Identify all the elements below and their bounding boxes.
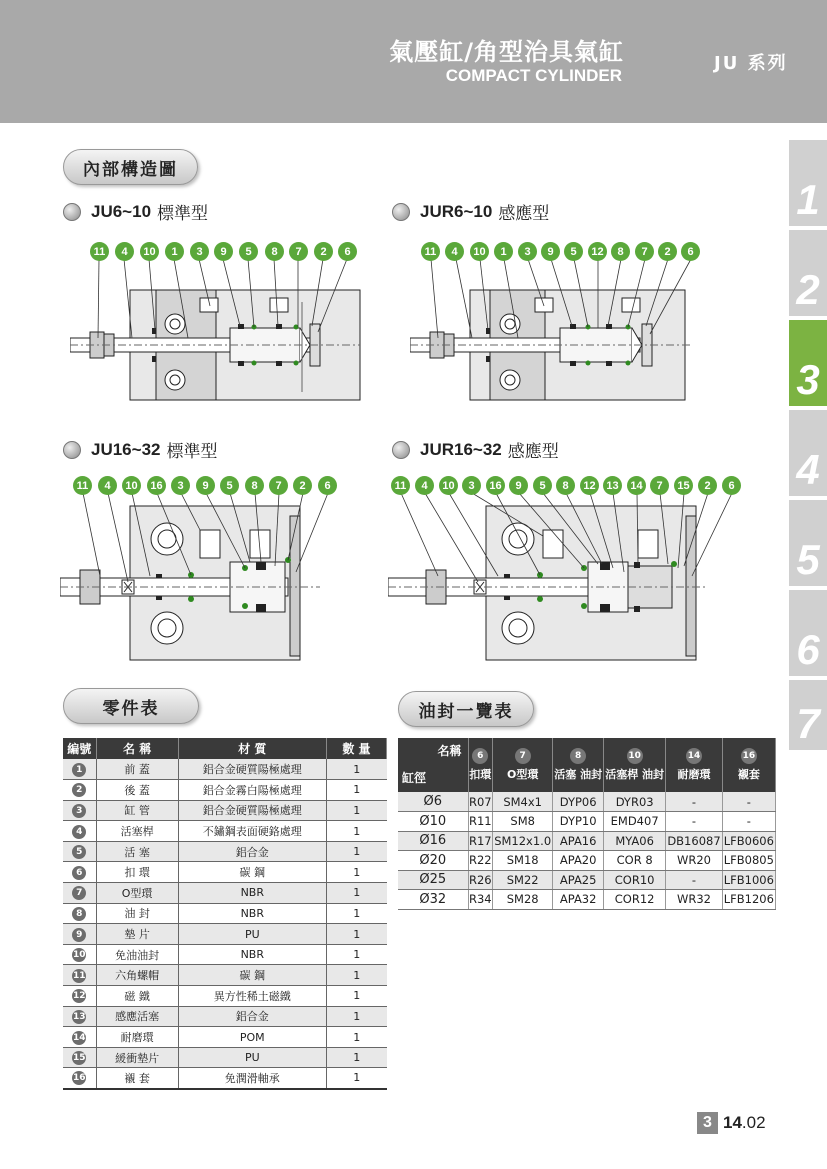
part-qty-cell: 1	[326, 862, 386, 883]
callout-badge: 16	[147, 476, 166, 495]
part-number-cell	[63, 1006, 96, 1027]
corner-cell	[398, 738, 468, 792]
seal-cell: -	[666, 870, 722, 890]
part-number: 12	[73, 991, 86, 1002]
model-type: 標準型	[166, 442, 218, 462]
column-label: O型環	[506, 768, 539, 781]
part-number: 14	[73, 1032, 86, 1043]
seal-cell: DB16087	[666, 831, 722, 851]
table-row	[398, 851, 776, 871]
seal-cell: R07	[468, 792, 493, 812]
part-material-cell: NBR	[178, 883, 326, 904]
col-header-no: 編號	[63, 738, 96, 759]
callout-badge: 15	[674, 476, 693, 495]
part-name-cell: 活 塞	[96, 841, 178, 862]
part-material-cell: 異方性稀土磁鐵	[178, 986, 326, 1007]
side-tab-3[interactable]: 3	[789, 320, 827, 406]
callout-badge: 10	[470, 242, 489, 261]
parts-body	[63, 759, 387, 1089]
diagram-heading-ju16	[63, 437, 217, 462]
part-number-cell	[63, 862, 96, 883]
bore-cell: Ø32	[398, 890, 468, 910]
table-row	[63, 986, 387, 1007]
diagram-heading-ju6	[63, 199, 208, 224]
part-qty-cell: 1	[326, 944, 386, 965]
part-number-cell	[63, 944, 96, 965]
column-number: 16	[741, 748, 757, 764]
seal-cell: R11	[468, 812, 493, 832]
seal-cell: LFB0606	[722, 831, 775, 851]
part-number: 10	[73, 950, 86, 961]
part-material-cell: 碳 鋼	[178, 965, 326, 986]
callout-badge: 4	[445, 242, 464, 261]
model-type: 標準型	[157, 204, 209, 224]
callout-badge: 10	[140, 242, 159, 261]
callout-badge: 11	[90, 242, 109, 261]
part-number: 5	[72, 845, 86, 859]
cylinder-drawing	[60, 476, 350, 666]
seal-cell: DYP06	[553, 792, 604, 812]
seal-col-header	[604, 738, 666, 792]
callout-badge: 7	[650, 476, 669, 495]
part-number-cell	[63, 883, 96, 904]
part-number: 8	[72, 907, 86, 921]
bore-cell: Ø16	[398, 831, 468, 851]
seal-cell: WR20	[666, 851, 722, 871]
part-material-cell: 鋁合金硬質陽極處理	[178, 800, 326, 821]
seal-col-header	[493, 738, 553, 792]
part-name-cell: 感應活塞	[96, 1006, 178, 1027]
side-tab-7[interactable]: 7	[789, 680, 827, 750]
part-name-cell: 活塞桿	[96, 821, 178, 842]
part-number-cell	[63, 821, 96, 842]
table-row	[63, 1006, 387, 1027]
table-row	[63, 944, 387, 965]
part-material-cell: PU	[178, 1047, 326, 1068]
table-row	[63, 1027, 387, 1048]
seal-cell: COR 8	[604, 851, 666, 871]
seal-cell: R17	[468, 831, 493, 851]
part-name-cell: 襯 套	[96, 1068, 178, 1089]
part-number-cell	[63, 1068, 96, 1089]
bore-cell: Ø20	[398, 851, 468, 871]
title-chinese: 氣壓缸/角型治具氣缸	[389, 38, 624, 66]
table-row	[63, 759, 387, 780]
seal-cell: R22	[468, 851, 493, 871]
table-row	[63, 1047, 387, 1068]
corner-bore-label: 缸徑	[402, 771, 427, 785]
seal-cell: -	[666, 792, 722, 812]
table-row	[63, 780, 387, 801]
bullet-icon	[392, 441, 410, 459]
seal-cell: SM12x1.0	[493, 831, 553, 851]
part-material-cell: 鋁合金霧白陽極處理	[178, 780, 326, 801]
table-row	[63, 862, 387, 883]
part-qty-cell: 1	[326, 1068, 386, 1089]
callout-badge: 6	[338, 242, 357, 261]
part-name-cell: O型環	[96, 883, 178, 904]
callout-badge: 6	[318, 476, 337, 495]
bullet-icon	[392, 203, 410, 221]
page-number-minor: .02	[741, 1113, 766, 1132]
column-number: 7	[515, 748, 531, 764]
part-name-cell: 六角螺帽	[96, 965, 178, 986]
model-type: 感應型	[507, 442, 559, 462]
part-name-cell: 緩衝墊片	[96, 1047, 178, 1068]
part-name-cell: 耐磨環	[96, 1027, 178, 1048]
column-label: 襯套	[737, 768, 760, 781]
table-row	[63, 883, 387, 904]
seal-col-header	[468, 738, 493, 792]
seal-cell: SM28	[493, 890, 553, 910]
seal-cell: -	[722, 812, 775, 832]
part-material-cell: 鋁合金	[178, 1006, 326, 1027]
part-number-cell	[63, 924, 96, 945]
callout-badge: 7	[289, 242, 308, 261]
cylinder-diagram-ju6	[70, 242, 370, 412]
callout-badge: 8	[611, 242, 630, 261]
seal-cell: LFB1206	[722, 890, 775, 910]
seal-cell: APA32	[553, 890, 604, 910]
part-name-cell: 油 封	[96, 903, 178, 924]
seal-col-header	[666, 738, 722, 792]
cylinder-diagram-jur16	[388, 476, 748, 666]
column-number: 6	[472, 748, 488, 764]
callout-badge: 11	[421, 242, 440, 261]
seal-cell: SM18	[493, 851, 553, 871]
series-label: JU 系列	[714, 53, 788, 74]
part-material-cell: 免潤滑軸承	[178, 1068, 326, 1089]
column-number: 8	[570, 748, 586, 764]
part-name-cell: 前 蓋	[96, 759, 178, 780]
callout-badge: 4	[98, 476, 117, 495]
parts-pill: 零件表	[63, 688, 199, 724]
callout-badge: 5	[220, 476, 239, 495]
part-qty-cell: 1	[326, 1047, 386, 1068]
callout-badge: 5	[564, 242, 583, 261]
side-tab-2[interactable]: 2	[789, 230, 827, 316]
callout-badge: 7	[269, 476, 288, 495]
callout-badge: 1	[165, 242, 184, 261]
callout-badge: 3	[462, 476, 481, 495]
callout-badge: 2	[314, 242, 333, 261]
seal-cell: SM22	[493, 870, 553, 890]
part-name-cell: 扣 環	[96, 862, 178, 883]
part-qty-cell: 1	[326, 986, 386, 1007]
part-number-cell	[63, 965, 96, 986]
callout-badge: 4	[115, 242, 134, 261]
column-number: 10	[627, 748, 643, 764]
part-name-cell: 免油油封	[96, 944, 178, 965]
seal-cell: -	[722, 792, 775, 812]
seal-col-header	[553, 738, 604, 792]
part-number-cell	[63, 759, 96, 780]
table-row	[63, 800, 387, 821]
part-qty-cell: 1	[326, 1006, 386, 1027]
part-number: 2	[72, 783, 86, 797]
part-number-cell	[63, 780, 96, 801]
callout-badge: 12	[580, 476, 599, 495]
part-material-cell: 碳 鋼	[178, 862, 326, 883]
seal-cell: DYP10	[553, 812, 604, 832]
bore-cell: Ø10	[398, 812, 468, 832]
cylinder-drawing	[410, 242, 700, 412]
part-material-cell: POM	[178, 1027, 326, 1048]
seal-cell: COR10	[604, 870, 666, 890]
part-material-cell: 不鏽鋼表面硬鉻處理	[178, 821, 326, 842]
parts-header-row	[63, 738, 387, 759]
callout-badge: 6	[722, 476, 741, 495]
column-label: 扣環	[469, 768, 492, 781]
part-material-cell: 鋁合金	[178, 841, 326, 862]
model-code: JU16~32	[91, 439, 161, 459]
part-number: 16	[73, 1073, 86, 1084]
seal-cell: LFB0805	[722, 851, 775, 871]
table-row	[63, 903, 387, 924]
part-qty-cell: 1	[326, 965, 386, 986]
table-row	[398, 792, 776, 812]
part-qty-cell: 1	[326, 780, 386, 801]
table-row	[398, 890, 776, 910]
part-number-cell	[63, 841, 96, 862]
callout-badge: 12	[588, 242, 607, 261]
callout-badge: 5	[533, 476, 552, 495]
seal-cell: -	[666, 812, 722, 832]
model-code: JUR6~10	[420, 201, 493, 221]
parts-table	[63, 738, 387, 1090]
callout-badge: 5	[239, 242, 258, 261]
part-number: 7	[72, 886, 86, 900]
cylinder-diagram-jur6	[410, 242, 700, 412]
callout-badge: 9	[509, 476, 528, 495]
table-row	[398, 870, 776, 890]
callout-badge: 9	[541, 242, 560, 261]
model-type: 感應型	[498, 204, 550, 224]
table-row	[63, 841, 387, 862]
diagram-heading-jur6	[392, 199, 549, 224]
callout-badge: 3	[190, 242, 209, 261]
callout-badge: 7	[635, 242, 654, 261]
title-english: COMPACT CYLINDER	[445, 66, 622, 85]
part-name-cell: 後 蓋	[96, 780, 178, 801]
callout-badge: 2	[658, 242, 677, 261]
part-number: 4	[72, 825, 86, 839]
bullet-icon	[63, 203, 81, 221]
seal-cell: LFB1006	[722, 870, 775, 890]
col-header-material: 材 質	[178, 738, 326, 759]
seal-cell: EMD407	[604, 812, 666, 832]
callout-badge: 2	[698, 476, 717, 495]
callout-badge: 16	[486, 476, 505, 495]
seal-cell: R26	[468, 870, 493, 890]
callout-badge: 11	[73, 476, 92, 495]
table-row	[398, 831, 776, 851]
seal-cell: SM8	[493, 812, 553, 832]
callout-badge: 2	[293, 476, 312, 495]
seal-cell: SM4x1	[493, 792, 553, 812]
cylinder-drawing	[70, 242, 370, 412]
part-number-cell	[63, 800, 96, 821]
model-code: JU6~10	[91, 201, 152, 221]
table-row	[63, 965, 387, 986]
seal-cell: COR12	[604, 890, 666, 910]
page-number-text	[723, 1113, 766, 1133]
seal-header-row	[398, 738, 776, 792]
callout-badge: 1	[494, 242, 513, 261]
seals-pill: 油封一覽表	[398, 691, 534, 727]
corner-name-label: 名稱	[437, 744, 462, 758]
callout-badge: 8	[265, 242, 284, 261]
callout-badge: 8	[245, 476, 264, 495]
callout-badge: 14	[627, 476, 646, 495]
part-material-cell: PU	[178, 924, 326, 945]
part-qty-cell: 1	[326, 759, 386, 780]
column-label: 活塞 油封	[554, 768, 603, 781]
seal-cell: MYA06	[604, 831, 666, 851]
column-number: 14	[686, 748, 702, 764]
seal-cell: DYR03	[604, 792, 666, 812]
callout-badge: 10	[122, 476, 141, 495]
table-row	[63, 821, 387, 842]
col-header-name: 名 稱	[96, 738, 178, 759]
callout-badge: 10	[439, 476, 458, 495]
part-number-cell	[63, 1027, 96, 1048]
seal-cell: APA20	[553, 851, 604, 871]
callout-badge: 6	[681, 242, 700, 261]
part-qty-cell: 1	[326, 841, 386, 862]
part-number-cell	[63, 903, 96, 924]
cylinder-diagram-ju16	[60, 476, 350, 666]
column-label: 活塞桿 油封	[605, 768, 665, 781]
seal-cell: APA25	[553, 870, 604, 890]
cylinder-drawing	[388, 476, 748, 666]
part-number: 3	[72, 804, 86, 818]
table-row	[63, 924, 387, 945]
col-header-qty: 數 量	[326, 738, 386, 759]
part-number: 9	[72, 928, 86, 942]
callout-badge: 8	[556, 476, 575, 495]
page-number-major: 14	[723, 1113, 742, 1132]
part-name-cell: 墊 片	[96, 924, 178, 945]
structure-pill: 內部構造圖	[63, 149, 198, 185]
side-tab-6[interactable]: 6	[789, 590, 827, 676]
part-number: 6	[72, 866, 86, 880]
part-material-cell: NBR	[178, 944, 326, 965]
part-number-cell	[63, 1047, 96, 1068]
seal-cell: R34	[468, 890, 493, 910]
part-qty-cell: 1	[326, 800, 386, 821]
bore-cell: Ø25	[398, 870, 468, 890]
side-tab-1[interactable]: 1	[789, 140, 827, 226]
part-name-cell: 磁 鐵	[96, 986, 178, 1007]
bore-cell: Ø6	[398, 792, 468, 812]
chapter-box: 3	[697, 1112, 718, 1134]
seal-cell: APA16	[553, 831, 604, 851]
column-label: 耐磨環	[677, 768, 711, 781]
table-row	[398, 812, 776, 832]
part-material-cell: 鋁合金硬質陽極處理	[178, 759, 326, 780]
callout-badge: 3	[171, 476, 190, 495]
part-name-cell: 缸 管	[96, 800, 178, 821]
part-number: 11	[73, 970, 86, 981]
callout-badge: 3	[518, 242, 537, 261]
part-number: 13	[73, 1011, 86, 1022]
callout-badge: 9	[196, 476, 215, 495]
bullet-icon	[63, 441, 81, 459]
diagram-heading-jur16	[392, 437, 559, 462]
part-number-cell	[63, 986, 96, 1007]
model-code: JUR16~32	[420, 439, 502, 459]
page-number	[697, 1112, 766, 1134]
part-qty-cell: 1	[326, 903, 386, 924]
callout-badge: 13	[603, 476, 622, 495]
seal-col-header	[722, 738, 775, 792]
part-qty-cell: 1	[326, 821, 386, 842]
seal-table	[398, 738, 776, 910]
part-qty-cell: 1	[326, 883, 386, 904]
part-material-cell: NBR	[178, 903, 326, 924]
part-qty-cell: 1	[326, 924, 386, 945]
page-header	[0, 0, 827, 123]
callout-badge: 9	[214, 242, 233, 261]
callout-badge: 4	[415, 476, 434, 495]
part-number: 1	[72, 763, 86, 777]
side-tab-4[interactable]: 4	[789, 410, 827, 496]
side-tab-5[interactable]: 5	[789, 500, 827, 586]
seal-cell: WR32	[666, 890, 722, 910]
callout-badge: 11	[391, 476, 410, 495]
table-row	[63, 1068, 387, 1089]
seal-body	[398, 792, 776, 909]
part-number: 15	[73, 1053, 86, 1064]
part-qty-cell: 1	[326, 1027, 386, 1048]
